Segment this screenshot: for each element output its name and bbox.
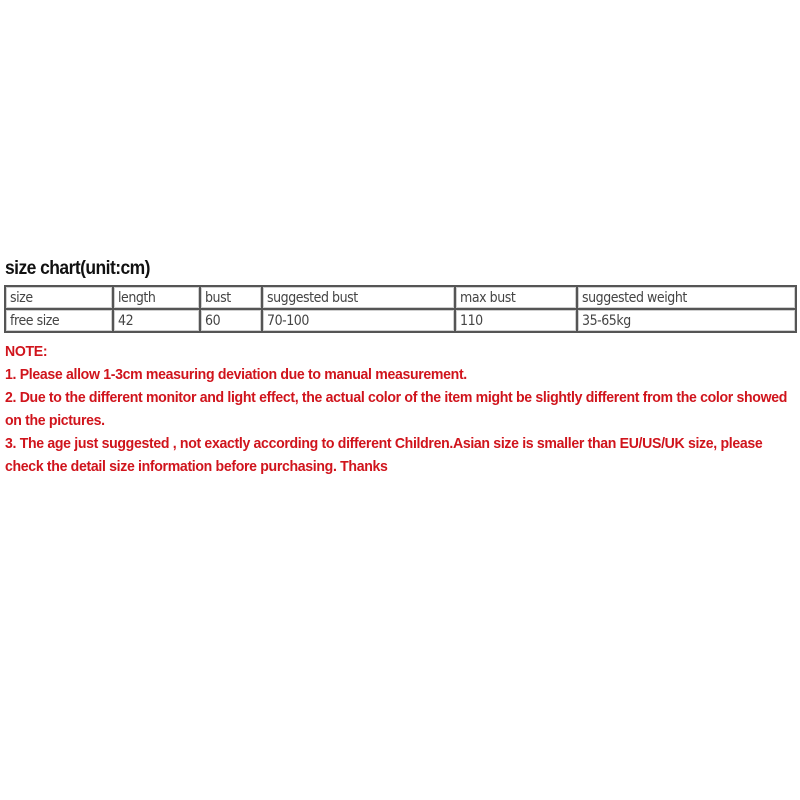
cell-suggested-weight: 35-65kg [577,309,797,333]
header-cell-bust: bust [200,285,262,309]
header-cell-suggested-bust: suggested bust [262,285,455,309]
size-table [4,285,797,333]
cell-length: 42 [113,309,200,333]
cell-max-bust: 110 [455,309,577,333]
table-row [4,309,797,333]
header-cell-suggested-weight: suggested weight [577,285,797,309]
note-line-2: 2. Due to the different monitor and light effect, the actual color of the item might be slightly different from the color showed [5,389,788,406]
table-header-row [4,285,797,309]
cell-suggested-bust: 70-100 [262,309,455,333]
notes-heading: NOTE: [5,343,48,360]
cell-size: free size [4,309,113,333]
note-line-1: 1. Please allow 1-3cm measuring deviation due to manual measurement. [5,366,467,383]
notes-section [5,340,800,478]
size-chart-title: size chart(unit:cm) [5,258,150,279]
header-cell-length: length [113,285,200,309]
note-line-3-continued: check the detail size information before purchasing. Thanks [5,458,388,475]
cell-bust: 60 [200,309,262,333]
header-cell-size: size [4,285,113,309]
note-line-2-continued: on the pictures. [5,412,105,429]
header-cell-max-bust: max bust [455,285,577,309]
note-line-3: 3. The age just suggested , not exactly according to different Children.Asian size is smaller than EU/US/UK size, please [5,435,763,452]
